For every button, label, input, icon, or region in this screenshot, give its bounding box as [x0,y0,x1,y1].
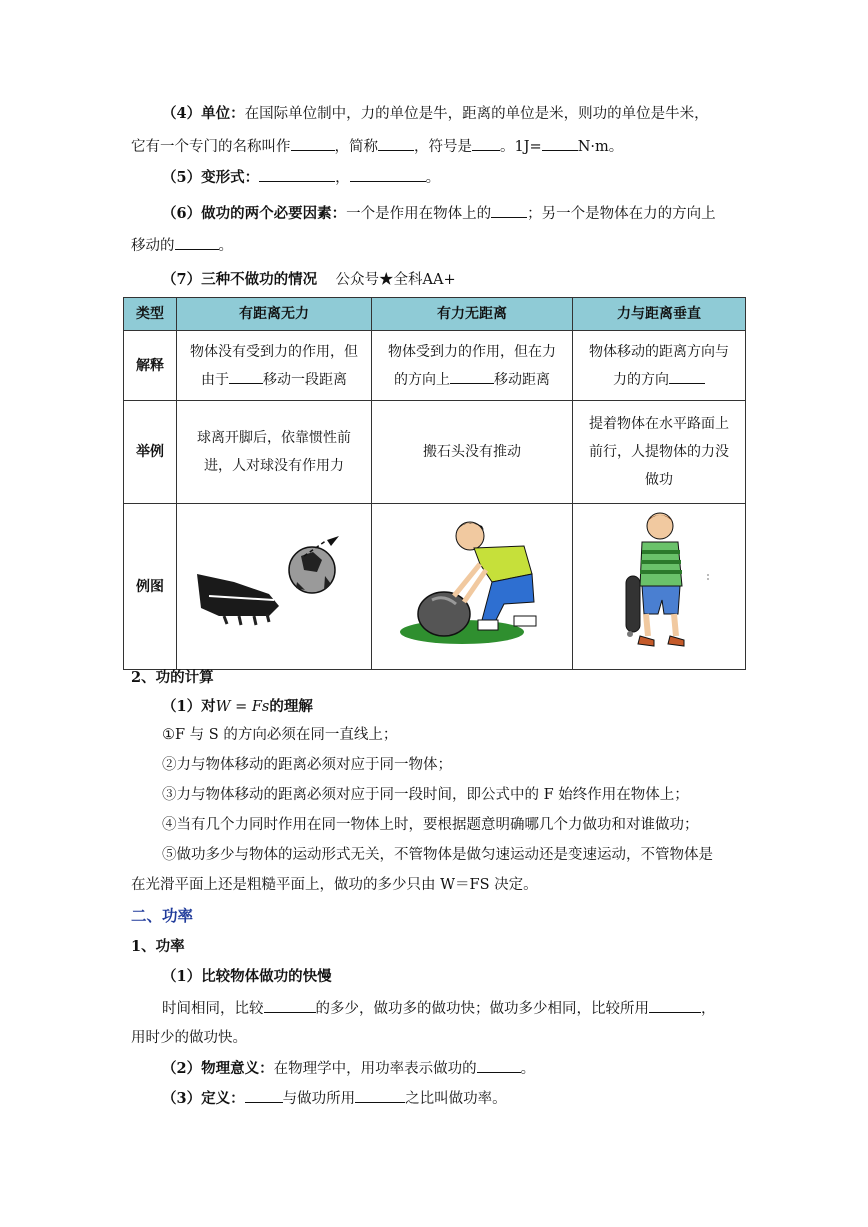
blank [649,998,701,1013]
calc-subheading: （1）对W = Fs的理解 [162,698,313,715]
power-compare-line-1: 时间相同，比较 的多少，做功多的做功快；做功多少相同，比较所用 ， [162,998,716,1019]
blank [491,203,527,218]
blank [229,369,263,384]
factors-line-1: （6）做功的两个必要因素：一个是作用在物体上的 ；另一个是物体在力的方向上 [162,205,716,222]
table-header-row [124,298,746,331]
blank [350,167,426,182]
header-type: 类型 [124,298,177,331]
push-rock-illustration [374,504,570,659]
blank [472,136,500,151]
blank [669,369,705,384]
blank [175,235,219,250]
power-compare-line-2: 用时少的做功快。 [131,1030,247,1046]
no-work-table [123,297,746,670]
blank [477,1058,521,1073]
blank [450,369,494,384]
power-meaning: （2）物理意义：在物理学中，用功率表示做功的 。 [162,1060,536,1077]
calc-item-5: ⑤做功多少与物体的运动形式无关，不管物体是做匀速运动还是变速运动，不管物体是 [162,847,713,863]
table-row-figure: 例图 [124,504,746,670]
header-force-no-distance: 有力无距离 [372,298,573,331]
carry-skateboard-figure [573,504,746,670]
blank [259,167,335,182]
header-perpendicular: 力与距离垂直 [573,298,746,331]
calc-item: ②力与物体移动的距离必须对应于同一物体； [162,757,452,773]
table-row-example: 举例 球离开脚后，依靠惯性前 进，人对球没有作用力 搬石头没有推动 提着物体在水平路面上 前行，人提物体的力没 做功 [124,401,746,504]
unit-line-2: 它有一个专门的名称叫作 ，简称 ，符号是 。1J= N·m。 [131,136,623,157]
power-heading: 1、功率 [131,938,185,955]
blank [291,136,335,151]
header-distance-no-force: 有距离无力 [177,298,372,331]
blank [378,136,414,151]
blank [355,1088,405,1103]
blank [264,998,316,1013]
blank [542,136,578,151]
push-rock-figure [372,504,573,670]
calc-item: ④当有几个力同时作用在同一物体上时，要根据题意明确哪几个力做功和对谁做功； [162,817,699,833]
power-definition: （3）定义： 与做功所用 之比叫做功率。 [162,1090,507,1107]
unit-line-1: （4）单位：在国际单位制中，力的单位是牛，距离的单位是米，则功的单位是牛米， [162,105,709,122]
calc-item: ①F 与 S 的方向必须在同一直线上； [162,727,398,743]
kick-ball-illustration [179,504,369,659]
blank [245,1088,283,1103]
no-work-heading: （7）三种不做功的情况 公众号★全科AA+ [162,271,456,288]
section-power: 二、功率 [131,906,194,925]
calc-item: ③力与物体移动的距离必须对应于同一段时间，即公式中的 F 始终作用在物体上； [162,787,689,803]
power-compare-heading: （1）比较物体做功的快慢 [162,968,332,985]
kick-ball-figure [177,504,372,670]
table-row-explain: 解释 物体没有受到力的作用，但 由于 移动一段距离 物体受到力的作用，但在力 的方向上 移动距离 物体移动的距离方向与 力的方向 [124,331,746,401]
factors-line-2: 移动的 。 [131,235,233,256]
calc-item-5-cont: 在光滑平面上还是粗糙平面上，做功的多少只由 W＝FS 决定。 [131,877,538,893]
calc-heading: 2、功的计算 [131,669,214,686]
formula: W = Fs [215,699,270,715]
carry-object-illustration [574,504,744,659]
variant-line: （5）变形式： ， 。 [162,169,441,186]
